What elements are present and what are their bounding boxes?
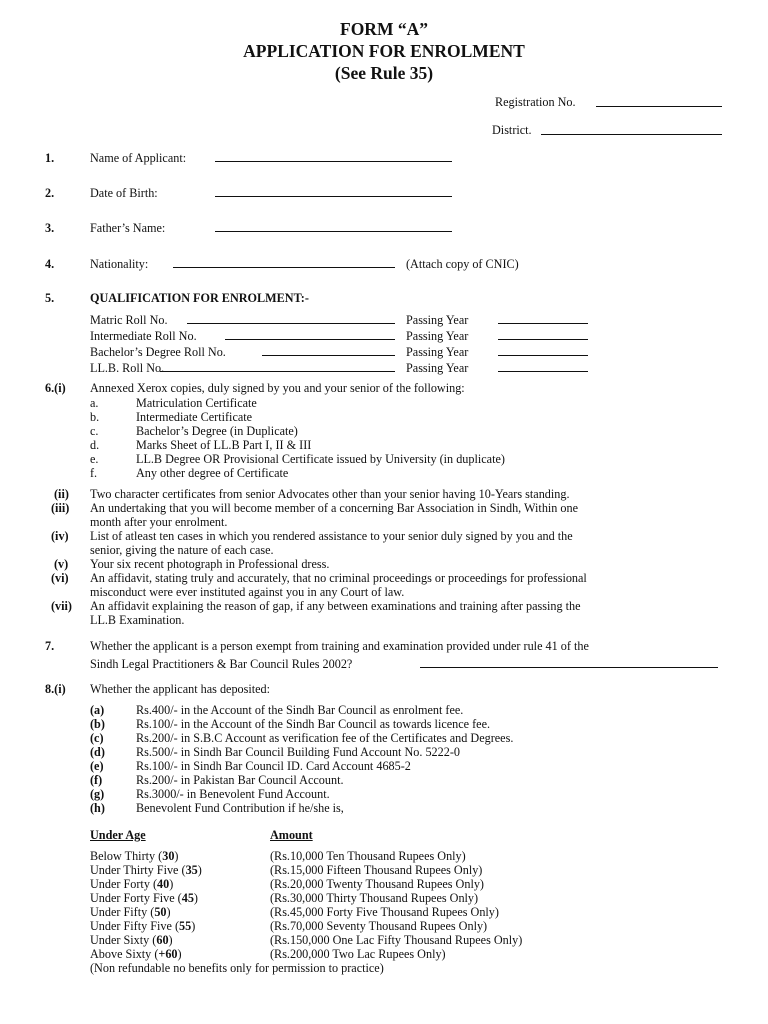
llb-input-line[interactable] — [160, 371, 395, 372]
sub-item: month after your enrolment. — [90, 515, 228, 529]
field-number: 3. — [45, 221, 55, 235]
sub-number: (ii) — [54, 487, 69, 501]
intermediate-year-input-line[interactable] — [498, 339, 588, 340]
section-number: 5. — [45, 291, 55, 305]
list-letter: c. — [90, 424, 99, 438]
list-item: Rs.400/- in the Account of the Sindh Bar Council as enrolment fee. — [136, 703, 464, 717]
amount-cell: (Rs.30,000 Thirty Thousand Rupees Only) — [270, 891, 479, 905]
name-label: Name of Applicant: — [90, 151, 187, 165]
sub-number: (iii) — [51, 501, 70, 515]
sub-item: Two character certificates from senior Advocates other than your senior having 10-Years standing. — [90, 487, 570, 501]
passing-year-label: Passing Year — [406, 345, 469, 359]
fund-footnote: (Non refundable no benefits only for permission to practice) — [90, 961, 384, 975]
list-letter: (d) — [90, 745, 105, 759]
llb-label: LL.B. Roll No. — [90, 361, 165, 375]
section-number: 7. — [45, 639, 55, 653]
list-item: Rs.200/- in S.B.C Account as verification fee of the Certificates and Degrees. — [136, 731, 514, 745]
list-item: Matriculation Certificate — [136, 396, 257, 410]
list-item: Intermediate Certificate — [136, 410, 253, 424]
list-letter: (f) — [90, 773, 103, 787]
matric-year-input-line[interactable] — [498, 323, 588, 324]
sub-item: List of atleast ten cases in which you rendered assistance to your senior duly signed by you and the — [90, 529, 573, 543]
bachelors-year-input-line[interactable] — [498, 355, 588, 356]
sub-number: (vii) — [51, 599, 72, 613]
list-letter: (e) — [90, 759, 104, 773]
amount-cell: (Rs.150,000 One Lac Fifty Thousand Rupees Only) — [270, 933, 523, 947]
rule-reference: (See Rule 35) — [334, 63, 434, 83]
section-number: 8.(i) — [45, 682, 66, 696]
bachelors-label: Bachelor’s Degree Roll No. — [90, 345, 226, 359]
exemption-input-line[interactable] — [420, 667, 718, 668]
matric-input-line[interactable] — [187, 323, 395, 324]
sub-number: (v) — [54, 557, 69, 571]
intermediate-label: Intermediate Roll No. — [90, 329, 197, 343]
list-letter: a. — [90, 396, 99, 410]
district-input-line[interactable] — [541, 134, 722, 135]
amount-cell: (Rs.70,000 Seventy Thousand Rupees Only) — [270, 919, 488, 933]
sub-number: (vi) — [51, 571, 69, 585]
dob-input-line[interactable] — [215, 196, 452, 197]
registration-input-line[interactable] — [596, 106, 722, 107]
age-cell: Under Thirty Five (35) — [90, 863, 202, 877]
llb-year-input-line[interactable] — [498, 371, 588, 372]
passing-year-label: Passing Year — [406, 329, 469, 343]
list-letter: (c) — [90, 731, 104, 745]
matric-label: Matric Roll No. — [90, 313, 168, 327]
amount-cell: (Rs.45,000 Forty Five Thousand Rupees Only) — [270, 905, 499, 919]
name-input-line[interactable] — [215, 161, 452, 162]
field-number: 1. — [45, 151, 55, 165]
amount-header: Amount — [270, 828, 313, 842]
age-cell: Below Thirty (30) — [90, 849, 179, 863]
dob-label: Date of Birth: — [90, 186, 158, 200]
passing-year-label: Passing Year — [406, 313, 469, 327]
list-letter: e. — [90, 452, 99, 466]
list-letter: (b) — [90, 717, 105, 731]
list-item: Bachelor’s Degree (in Duplicate) — [136, 424, 298, 438]
age-cell: Under Sixty (60) — [90, 933, 173, 947]
list-letter: d. — [90, 438, 100, 452]
registration-label: Registration No. — [495, 95, 576, 109]
list-letter: f. — [90, 466, 98, 480]
amount-cell: (Rs.200,000 Two Lac Rupees Only) — [270, 947, 446, 961]
bachelors-input-line[interactable] — [262, 355, 395, 356]
list-item: Rs.100/- in Sindh Bar Council ID. Card Account 4685-2 — [136, 759, 411, 773]
nationality-label: Nationality: — [90, 257, 149, 271]
sub-item: An undertaking that you will become member of a concerning Bar Association in Sindh, Within one — [90, 501, 579, 515]
under-age-header: Under Age — [90, 828, 146, 842]
age-cell: Under Fifty Five (55) — [90, 919, 196, 933]
section6-intro: Annexed Xerox copies, duly signed by you and your senior of the following: — [90, 381, 465, 395]
district-label: District. — [492, 123, 532, 137]
age-cell: Under Fifty (50) — [90, 905, 171, 919]
list-item: Benevolent Fund Contribution if he/she is, — [136, 801, 344, 815]
sub-item: An affidavit, stating truly and accurately, that no criminal proceedings or proceedings for professional — [90, 571, 587, 585]
sub-item: senior, giving the nature of each case. — [90, 543, 274, 557]
sub-item: misconduct were ever instituted against you in any Court of law. — [90, 585, 405, 599]
nationality-input-line[interactable] — [173, 267, 395, 268]
cnic-note: (Attach copy of CNIC) — [406, 257, 519, 271]
sub-number: (iv) — [51, 529, 69, 543]
amount-cell: (Rs.10,000 Ten Thousand Rupees Only) — [270, 849, 466, 863]
application-title: APPLICATION FOR ENROLMENT — [243, 41, 525, 61]
father-name-label: Father’s Name: — [90, 221, 166, 235]
amount-cell: (Rs.20,000 Twenty Thousand Rupees Only) — [270, 877, 484, 891]
section7-text: Sindh Legal Practitioners & Bar Council Rules 2002? — [90, 657, 353, 671]
age-cell: Under Forty Five (45) — [90, 891, 198, 905]
section-number: 6.(i) — [45, 381, 66, 395]
field-number: 4. — [45, 257, 55, 271]
age-cell: Above Sixty (+60) — [90, 947, 182, 961]
list-item: Rs.3000/- in Benevolent Fund Account. — [136, 787, 330, 801]
intermediate-input-line[interactable] — [225, 339, 395, 340]
qualification-heading: QUALIFICATION FOR ENROLMENT:- — [90, 291, 309, 305]
passing-year-label: Passing Year — [406, 361, 469, 375]
father-name-input-line[interactable] — [215, 231, 452, 232]
field-number: 2. — [45, 186, 55, 200]
list-letter: (a) — [90, 703, 105, 717]
section7-text: Whether the applicant is a person exempt from training and examination provided under rule 41 of the — [90, 639, 589, 653]
sub-item: LL.B Examination. — [90, 613, 185, 627]
age-cell: Under Forty (40) — [90, 877, 174, 891]
list-letter: (h) — [90, 801, 105, 815]
list-item: Rs.200/- in Pakistan Bar Council Account. — [136, 773, 344, 787]
list-item: Any other degree of Certificate — [136, 466, 289, 480]
section8-intro: Whether the applicant has deposited: — [90, 682, 271, 696]
amount-cell: (Rs.15,000 Fifteen Thousand Rupees Only) — [270, 863, 483, 877]
list-item: LL.B Degree OR Provisional Certificate issued by University (in duplicate) — [136, 452, 505, 466]
list-item: Marks Sheet of LL.B Part I, II & III — [136, 438, 312, 452]
list-item: Rs.500/- in Sindh Bar Council Building Fund Account No. 5222-0 — [136, 745, 460, 759]
form-title: FORM “A” — [340, 19, 428, 39]
list-letter: (g) — [90, 787, 105, 801]
list-item: Rs.100/- in the Account of the Sindh Bar Council as towards licence fee. — [136, 717, 491, 731]
list-letter: b. — [90, 410, 100, 424]
sub-item: Your six recent photograph in Professional dress. — [90, 557, 330, 571]
sub-item: An affidavit explaining the reason of gap, if any between examinations and training after passing the — [90, 599, 581, 613]
